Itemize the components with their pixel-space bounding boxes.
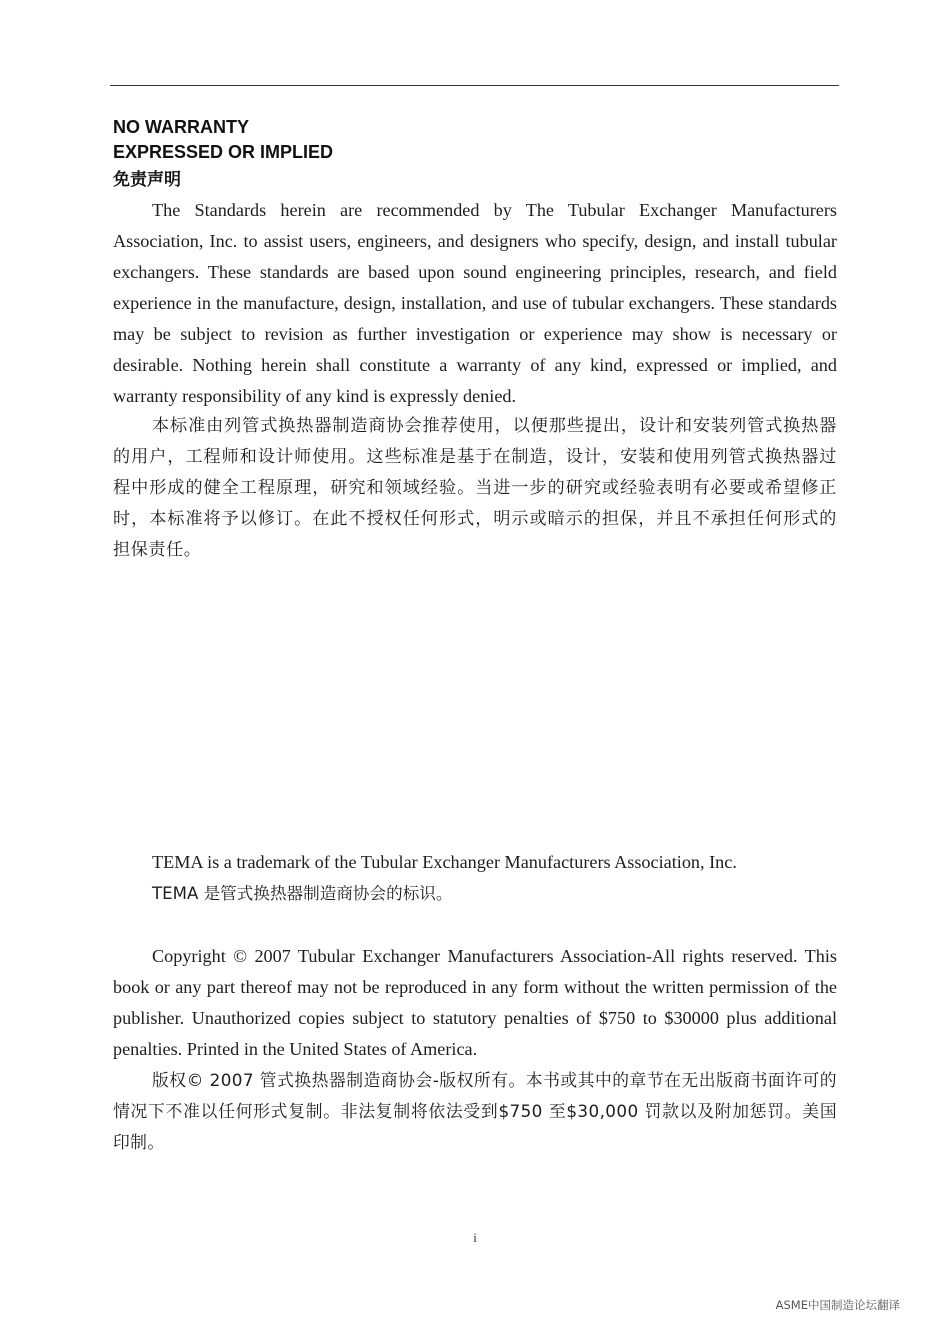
top-rule xyxy=(110,85,839,86)
footer-translation-note: ASME中国制造论坛翻译 xyxy=(775,1298,900,1312)
page-number: i xyxy=(473,1230,477,1245)
heading-chinese-disclaimer: 免责声明 xyxy=(113,170,181,189)
trademark-chinese: TEMA 是管式换热器制造商协会的标识。 xyxy=(152,884,453,903)
heading-expressed-or-implied: EXPRESSED OR IMPLIED xyxy=(113,142,334,162)
copyright-english-paragraph: Copyright © 2007 Tubular Exchanger Manufacturers Association-All rights reserved. This book or any part thereof may not be reproduced in any form without the written permission of the publisher. Unauthorized copies subject to statutory penalties of $750 to $30000 plus additional penalties. Printed in the United States of America. xyxy=(113,946,837,1059)
heading-no-warranty: NO WARRANTY xyxy=(113,117,249,137)
disclaimer-chinese-paragraph: 本标准由列管式换热器制造商协会推荐使用，以便那些提出，设计和安装列管式换热器的用户，工程师和设计师使用。这些标准是基于在制造，设计，安装和使用列管式换热器过程中形成的健全工程原理，研究和领域经验。当进一步的研究或经验表明有必要或希望修正时，本标准将予以修订。在此不授权任何形式，明示或暗示的担保，并且不承担任何形式的担保责任。 xyxy=(113,416,837,560)
trademark-english: TEMA is a trademark of the Tubular Exchanger Manufacturers Association, Inc. xyxy=(152,852,737,872)
disclaimer-english-paragraph: The Standards herein are recommended by The Tubular Exchanger Manufacturers Association, Inc. to assist users, engineers, and designers who specify, design, and install tubular exchangers. These standards are based upon sound engineering principles, research, and field experience in the manufacture, design, installation, and use of tubular exchangers. These standards may be subject to revision as further investigation or experience may show is necessary or desirable. Nothing herein shall constitute a warranty of any kind, expressed or implied, and warranty responsibility of any kind is expressly denied. xyxy=(113,200,837,406)
copyright-chinese-paragraph: 版权© 2007 管式换热器制造商协会-版权所有。本书或其中的章节在无出版商书面许可的情况下不准以任何形式复制。非法复制将依法受到$750 至$30,000 罚款以及附加惩罚。美国印制。 xyxy=(113,1070,837,1152)
